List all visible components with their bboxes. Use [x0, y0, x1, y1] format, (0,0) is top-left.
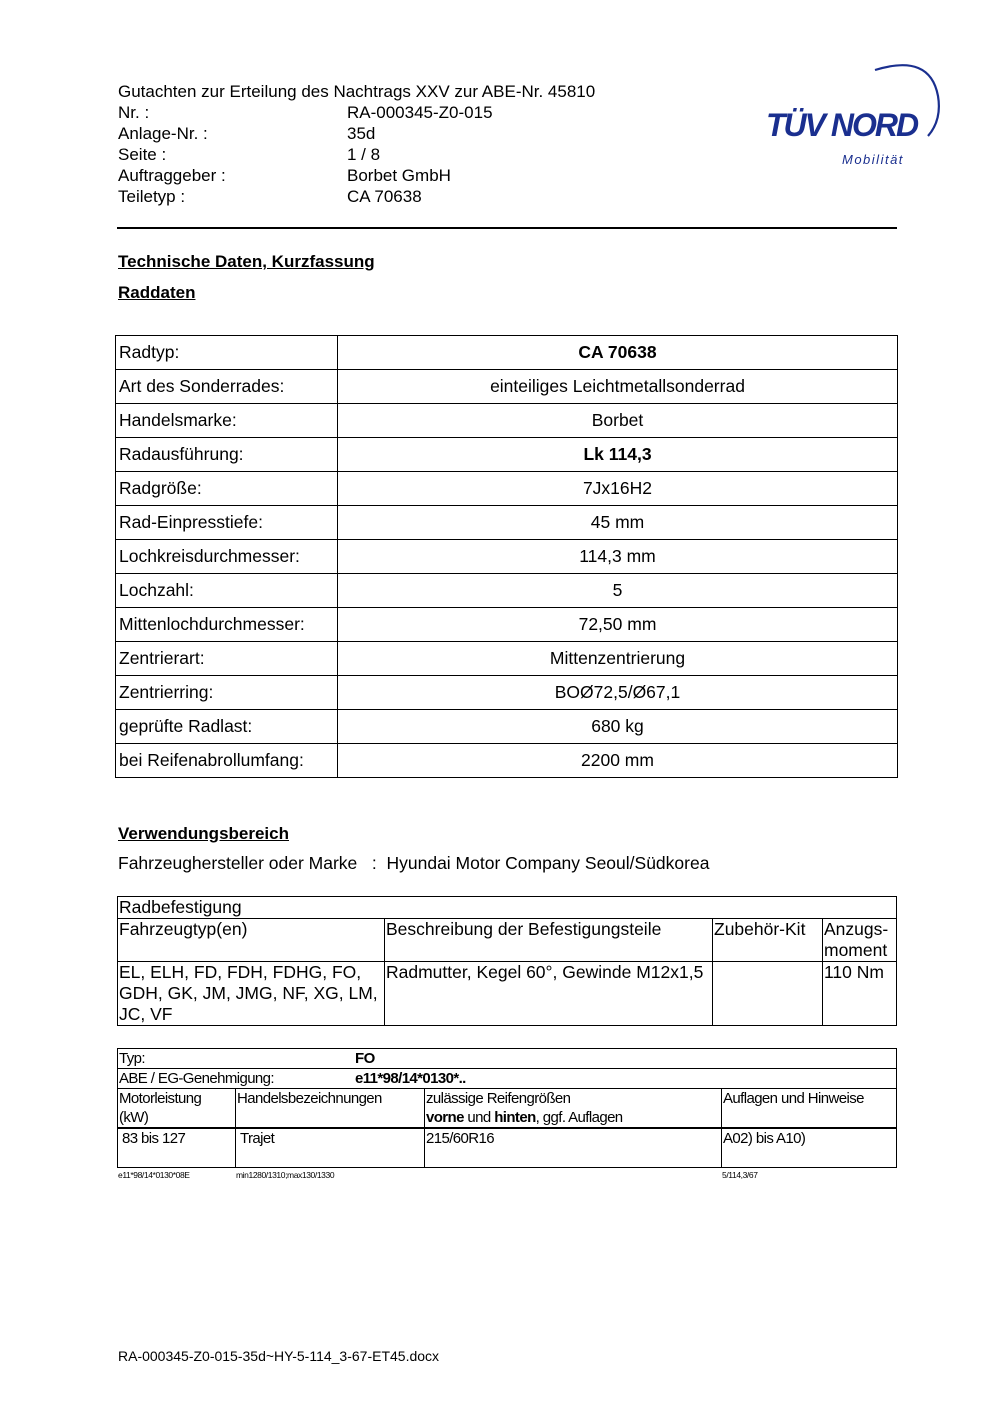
header-label: Auftraggeber :: [118, 166, 226, 185]
col-header-names: Handelsbezeichnungen: [236, 1089, 425, 1129]
header-value: Borbet GmbH: [347, 166, 451, 185]
header-label: Seite :: [118, 145, 167, 164]
abe-value: e11*98/14*0130*..: [355, 1070, 466, 1087]
typ-row: [118, 1049, 897, 1069]
fastening-table: [117, 896, 897, 1026]
wheel-row: [116, 404, 898, 438]
col-header-description: Beschreibung der Befestigungsteile: [385, 919, 713, 962]
usage-line: [118, 853, 709, 874]
abe-label: ABE / EG-Genehmigung:: [119, 1070, 274, 1087]
header-row-nr: [118, 102, 678, 123]
wheel-row: [116, 608, 898, 642]
section-wheel-data: Raddaten: [118, 283, 196, 302]
header-value: 1 / 8: [347, 145, 381, 164]
wheel-value: 5: [338, 574, 898, 608]
header-row-anlage: [118, 123, 678, 144]
torque-header-line2: moment: [824, 940, 888, 960]
tuv-nord-logo: [760, 58, 945, 173]
header-row-auftraggeber: [118, 165, 678, 186]
wheel-value: Borbet: [338, 404, 898, 438]
wheel-label: bei Reifenabrollumfang:: [116, 744, 338, 778]
fastening-title: Radbefestigung: [118, 897, 897, 919]
col-header-power: Motorleistung (kW): [118, 1089, 236, 1129]
wheel-label: Radausführung:: [116, 438, 338, 472]
wheel-label: Radtyp:: [116, 336, 338, 370]
footer-filename: RA-000345-Z0-015-35d~HY-5-114_3-67-ET45.docx: [118, 1348, 440, 1364]
document-header: [118, 81, 678, 207]
tiny-note-middle: min1280/1310;max130/1330: [236, 1170, 335, 1180]
svg-text:TÜV NORD: TÜV NORD: [766, 107, 918, 143]
typ-value: FO: [355, 1050, 375, 1067]
tightening-torque: 110 Nm: [823, 962, 897, 1026]
wheel-row: [116, 710, 898, 744]
accessory-kit: [713, 962, 823, 1026]
header-label: Anlage-Nr. :: [118, 124, 208, 143]
tyres-rear: hinten: [494, 1109, 536, 1126]
wheel-row: [116, 676, 898, 710]
logo-subtitle: Mobilität: [842, 152, 904, 167]
col-header-torque: [823, 919, 897, 962]
wheel-row: [116, 574, 898, 608]
wheel-label: Lochkreisdurchmesser:: [116, 540, 338, 574]
header-label: Nr. :: [118, 103, 150, 122]
header-value: CA 70638: [347, 187, 422, 206]
power-value: 83 bis 127: [118, 1128, 236, 1167]
header-divider: [117, 227, 897, 229]
wheel-data-table: [115, 335, 898, 778]
wheel-label: Mittenlochdurchmesser:: [116, 608, 338, 642]
col-header-notes: Auflagen und Hinweise: [722, 1089, 897, 1129]
header-value: 35d: [347, 124, 376, 143]
usage-separator: :: [371, 853, 377, 873]
wheel-label: Rad-Einpresstiefe:: [116, 506, 338, 540]
col-header-types: Fahrzeugtyp(en): [118, 919, 385, 962]
wheel-row: [116, 540, 898, 574]
wheel-value: CA 70638: [338, 336, 898, 370]
col-header-tyres: [425, 1089, 722, 1129]
trade-name: Trajet: [236, 1128, 425, 1167]
header-value: RA-000345-Z0-015: [347, 103, 493, 122]
tyres-front: vorne: [426, 1109, 464, 1126]
wheel-row: [116, 336, 898, 370]
wheel-value: 45 mm: [338, 506, 898, 540]
wheel-label: Art des Sonderrades:: [116, 370, 338, 404]
document-title: Gutachten zur Erteilung des Nachtrags XXV zur ABE-Nr. 45810: [118, 82, 596, 101]
wheel-value: 2200 mm: [338, 744, 898, 778]
wheel-value: 680 kg: [338, 710, 898, 744]
wheel-value: 114,3 mm: [338, 540, 898, 574]
tyres-header: zulässige Reifengrößen: [426, 1090, 571, 1107]
wheel-value: Lk 114,3: [338, 438, 898, 472]
wheel-row: [116, 744, 898, 778]
wheel-row: [116, 506, 898, 540]
col-header-kit: Zubehör-Kit: [713, 919, 823, 962]
wheel-value: BOØ72,5/Ø67,1: [338, 676, 898, 710]
header-row-seite: [118, 144, 678, 165]
tiny-note-left: e11*98/14*0130*08E: [118, 1170, 190, 1180]
tyre-size: 215/60R16: [425, 1128, 722, 1167]
fastening-description: Radmutter, Kegel 60°, Gewinde M12x1,5: [385, 962, 713, 1026]
wheel-label: Handelsmarke:: [116, 404, 338, 438]
wheel-value: 7Jx16H2: [338, 472, 898, 506]
abe-row: [118, 1069, 897, 1089]
tyres-rest: , ggf. Auflagen: [535, 1109, 623, 1126]
wheel-label: Zentrierring:: [116, 676, 338, 710]
typ-label: Typ:: [119, 1050, 145, 1067]
wheel-label: Zentrierart:: [116, 642, 338, 676]
wheel-label: Radgröße:: [116, 472, 338, 506]
vehicle-types: EL, ELH, FD, FDH, FDHG, FO, GDH, GK, JM, JMG, NF, XG, LM, JC, VF: [118, 962, 385, 1026]
header-row-teiletyp: [118, 186, 678, 207]
wheel-row: [116, 438, 898, 472]
wheel-label: Lochzahl:: [116, 574, 338, 608]
wheel-value: Mittenzentrierung: [338, 642, 898, 676]
tiny-note-right: 5/114,3/67: [722, 1170, 758, 1180]
wheel-row: [116, 472, 898, 506]
wheel-value: einteiliges Leichtmetallsonderrad: [338, 370, 898, 404]
usage-label: Fahrzeughersteller oder Marke: [118, 853, 358, 873]
wheel-value: 72,50 mm: [338, 608, 898, 642]
usage-value: Hyundai Motor Company Seoul/Südkorea: [386, 853, 710, 873]
notes-value: A02) bis A10): [722, 1128, 897, 1167]
wheel-row: [116, 642, 898, 676]
wheel-label: geprüfte Radlast:: [116, 710, 338, 744]
torque-header-line1: Anzugs-: [824, 919, 889, 939]
section-usage: Verwendungsbereich: [118, 824, 289, 843]
type-table: [117, 1048, 897, 1168]
section-technical: Technische Daten, Kurzfassung: [118, 252, 375, 271]
tyres-and: und: [463, 1109, 495, 1126]
header-label: Teiletyp :: [118, 187, 186, 206]
wheel-row: [116, 370, 898, 404]
